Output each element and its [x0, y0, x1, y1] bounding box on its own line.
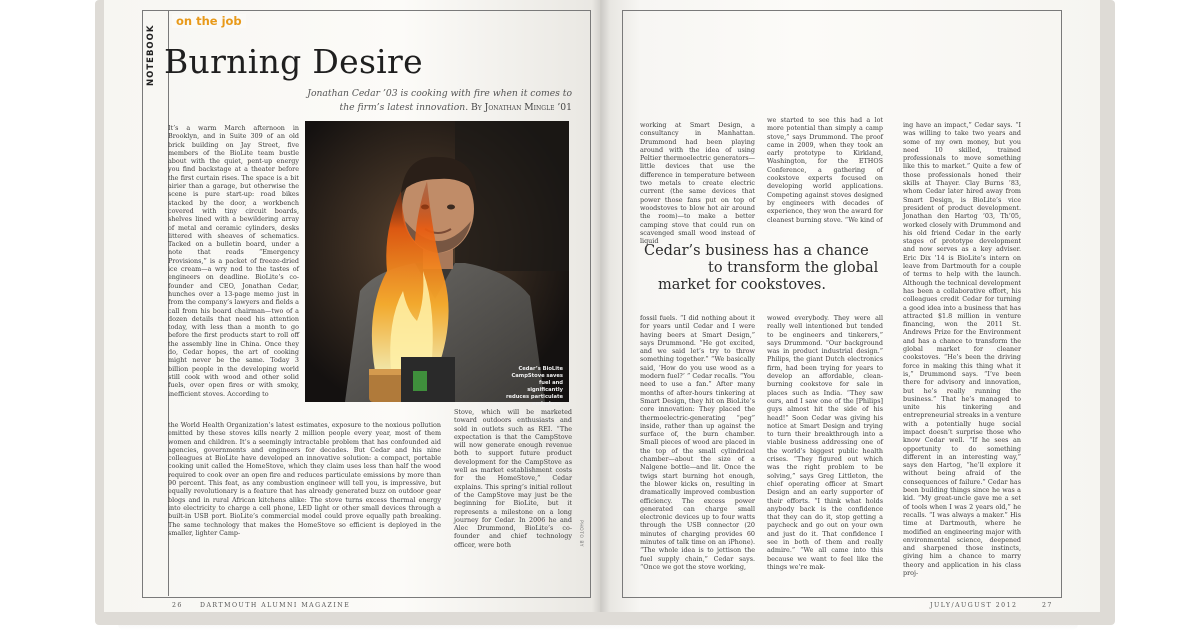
right-column-e: ing have an impact,” Cedar says. “I was willing to take two years and some of my own money, but you need 10 skilled, trained professionals to move something like this to market.” Quite a few of those professionals honed their skills at Thayer. Clay Burns ’83, whom Cedar later hired away from Smart Design, is BioLite’s vice president of product development. Jonathan den Hartog ’03, Th’05, worked closely with Drummond and his old friend Cedar in the early stages of prototype development and now serves as a key adviser. Eric Dix ’14 is BioLite’s intern on leave from Dartmouth for a couple of terms to help with the launch. Although the technical development has been a collaborative effort, his colleagues credit Cedar for turning a good idea into a business that has attracted $1.8 million in venture financing, won the 2011 St. Andrews Prize for the Environment and has a chance to transform the global market for cleaner cookstoves. “He’s been the driving force in making this thing what it is,” Drummond says. “I’ve been there for advisory and innovation, but he’s really running the business.” That he’s managed to unite his tinkering and entrepreneurial streaks in a venture with a potentially huge social impact doesn’t surprise those who know Cedar well. “If he sees an opportunity to do something different in an interesting way,” says den Hartog, “he’ll explore it without being afraid of the consequences of failure.” Cedar has been building things since he was a kid. “My great-uncle gave me a set of tools when I was 2 years old,” he recalls. “I was always a maker.” His time at Dartmouth, where he modified an engineering major with environmental science, deepened and sharpened those instincts, giving him a chance to marry theory and application in his class proj- [903, 121, 1021, 578]
left-page-number: 26 [172, 602, 183, 609]
photo-credit: PHOTO BY [578, 520, 583, 547]
portrait-illustration [305, 121, 569, 402]
notebook-sidebar [140, 22, 164, 88]
magazine-title: DARTMOUTH ALUMNI MAGAZINE [200, 602, 351, 609]
pull-quote [644, 243, 894, 294]
right-page-number: 27 [1042, 602, 1053, 609]
section-tag: on the job [172, 14, 246, 28]
right-column-b: we started to see this had a lot more potential than simply a camp stove,” says Drummond. The proof came in 2009, when they took an early prototype to Kirkland, Washington, for the ETHOS Conference, a gathering of cookstove experts focused on developing world applications. Competing against stoves designed by engineers with decades of experience, they won the award for cleanest burning stove. “We kind of [767, 116, 883, 224]
pull-quote-line-1: Cedar’s business has a chance [644, 243, 869, 259]
right-column-c: fossil fuels. “I did nothing about it for years until Cedar and I were having beers at Smart Design,” says Drummond. “He got excited, and we said let’s try to throw something together.” “We basically said, ‘How do you use wood as a modern fuel?’ ” Cedar recalls. “You need to use a fan.” After many months of after-hours tinkering at Smart Design, they hit on BioLite’s core innovation: They placed the thermoelectric-generating “peg” inside, rather than up against the surface of, the burn chamber. Small pieces of wood are placed in the top of the small cylindrical chamber—about the size of a Nalgene bottle—and lit. Once the twigs start burning hot enough, the blower kicks on, resulting in dramatically improved combustion efficiency. The excess power generated can charge small electronic devices up to four watts through the USB connector (20 minutes of charging provides 60 minutes of talk time on an iPhone). “The whole idea is to jettison the fuel supply chain,” Cedar says. “Once we got the stove working, [640, 314, 755, 571]
headline: Burning Desire [164, 42, 423, 81]
photo-caption: Cedar’s BioLite CampStove saves fuel and significantly reduces particulate emissions. [505, 366, 563, 407]
portrait-photo [305, 121, 569, 402]
issue-date: JULY/AUGUST 2012 [930, 602, 1018, 609]
pull-quote-line-3: market for cookstoves. [658, 277, 826, 293]
right-column-a: working at Smart Design, a consultancy in Manhattan. Drummond had been playing around with the idea of using Peltier thermoelectric generators—little devices that use the difference in temperature between two metals to create electric current (the same devices that power those fans put on top of woodstoves to blow hot air around the room)—to make a better camping stove that could run on scavenged small wood instead of liquid [640, 121, 755, 246]
byline: By Jonathan Mingle ’01 [471, 102, 572, 113]
left-column-c: Stove, which will be marketed toward outdoors enthusiasts and sold in outlets such as REI. “The expectation is that the CampStove will now generate enough revenue both to support future product development for the CampStove as well as market establishment costs for the HomeStove,” Cedar explains. This spring’s initial rollout of the CampStove may just be the beginning for BioLite, but it represents a milestone on a long journey for Cedar. In 2006 he and Alec Drummond, BioLite’s co-founder and chief technology officer, were both [454, 408, 572, 549]
page-gutter [592, 0, 610, 612]
left-column-a: It’s a warm March afternoon in Brooklyn, and in Suite 309 of an old brick building on Jay Street, five members of the BioLite team bustle about with the quiet, pent-up energy you find backstage at a theater before the first curtain rises. The space is a bit airier than a garage, but otherwise the scene is pure start-up: road bikes stacked by the door, a workbench covered with tiny circuit boards, shelves lined with a bewildering array of metal and ceramic cylinders, desks littered with sheaves of schematics. Tacked on a bulletin board, under a note that reads “Emergency Provisions,” is a packet of freeze-dried ice cream—a wry nod to the tastes of engineers on deadline. BioLite’s co-founder and CEO, Jonathan Cedar, hunches over a 13-page memo just in from the company’s lawyers and fields a call from his board chairman—two of a dozen details that need his attention today, with less than a month to go before the first products start to roll off the assembly line in China. Once they do, Cedar hopes, the art of cooking might never be the same. Today 3 billion people in the developing world still cook with wood and other solid fuels, over open fires or with smoky, inefficient stoves. According to [168, 124, 299, 398]
right-column-d: wowed everybody. They were all really well intentioned but tended to be engineers and tinkerers,” says Drummond. “Our background was in product industrial design.” Philips, the giant Dutch electronics firm, had been trying for years to develop an affordable, clean-burning cookstove for sale in places such as India. “They saw ours, and I saw one of the [Philips] guys almost hit the side of his head!” Soon Cedar was giving his notice at Smart Design and trying to turn their breakthrough into a viable business addressing one of the world’s biggest public health crises. “They figured out which was the right problem to be solving,” says Greg Littleton, the chief operating officer at Smart Design and an early supporter of their efforts. “I think what holds anybody back is the confidence that they can do it, stop getting a paycheck and go out on your own and just do it. That confidence I see in both of them and really admire.” “We all came into this because we want to feel like the things we’re mak- [767, 314, 883, 571]
deck [300, 87, 572, 115]
notebook-label: NOTEBOOK [146, 24, 156, 86]
left-column-b: the World Health Organization’s latest estimates, exposure to the noxious pollution emitted by these stoves kills nearly 2 million people every year, most of them women and children. It’s a seemingly intractable problem that has confounded aid agencies, governments and engineers for decades. But Cedar and his nine colleagues at BioLite have developed an innovative solution: a compact, portable cooking unit called the HomeStove, which they claim uses less than half the wood required to cook over an open fire and reduces particulate emissions by more than 90 percent. This feat, as any combustion engineer will tell you, is impressive, but equally revolutionary is a feature that has already generated buzz on outdoor gear blogs and in rural African kitchens alike: The stove turns excess thermal energy into electricity to charge a cell phone, LED light or other small devices through a built-in USB port. BioLite’s commercial model could prove equally path breaking. The same technology that makes the HomeStove so efficient is deployed in the smaller, lighter Camp- [168, 421, 441, 537]
pull-quote-line-2: to transform the global [708, 260, 879, 276]
deck-text: Jonathan Cedar ’03 is cooking with fire when it comes to the firm’s latest innovation. [307, 88, 572, 113]
